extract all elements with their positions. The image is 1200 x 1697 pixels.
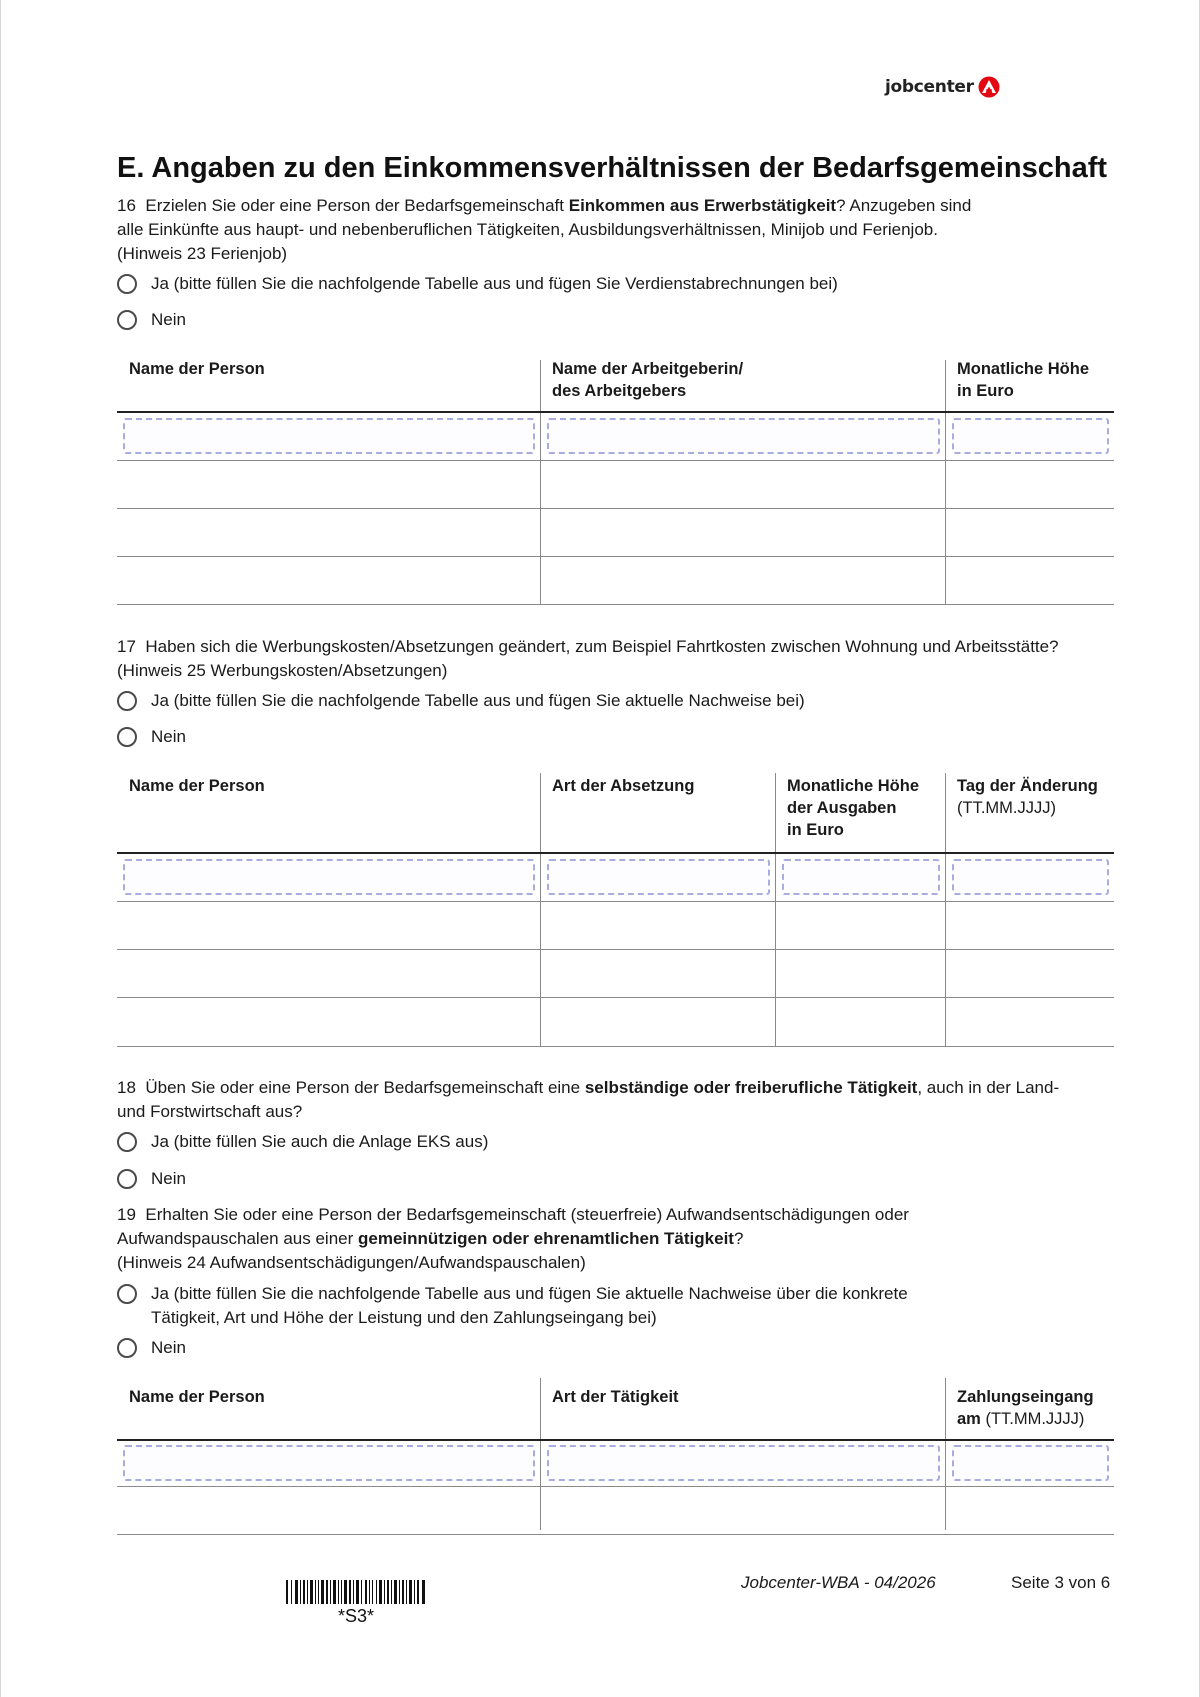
page-barcode [281,1580,431,1627]
table-row-rule [117,1534,1114,1535]
table-row-rule [117,949,1114,950]
question-16-hint: (Hinweis 23 Ferienjob) [117,244,288,263]
q17-option-yes[interactable] [117,689,805,713]
q18-option-no-label: Nein [151,1169,186,1188]
q17-col-amount-line2: der Ausgaben [787,799,897,817]
q16-col-person: Name der Person [129,360,265,378]
question-18-number: 18 [117,1078,136,1097]
q19-col-person: Name der Person [129,1388,265,1406]
question-19-text [117,1203,1117,1275]
q17-col-person: Name der Person [129,777,265,795]
q19-table [117,1384,1114,1538]
q16-employer-field[interactable] [547,418,940,454]
q17-col-amount-line3: in Euro [787,821,844,839]
radio-button[interactable] [117,1338,137,1358]
q17-amount-field[interactable] [782,859,940,895]
table-row-rule [117,1046,1114,1047]
q17-option-no-label: Nein [151,727,186,746]
question-18-emphasis: selbständige oder freiberufliche Tätigkeit [584,1078,918,1097]
question-16-text-part: Erzielen Sie oder eine Person der Bedarfsgemeinschaft [145,196,569,215]
question-19-text-part: Aufwandspauschalen aus einer [117,1229,358,1248]
q17-col-date-line1: Tag der Änderung [957,777,1098,795]
table-header-rule [117,852,1114,854]
q19-option-yes-line1: Ja (bitte füllen Sie die nachfolgende Tabelle aus und fügen Sie aktuelle Nachweise über die konkrete [151,1284,908,1303]
q16-person-field[interactable] [123,418,535,454]
form-identifier: Jobcenter-WBA - 04/2026 [741,1573,936,1592]
q17-col-date [957,775,1098,819]
table-row-rule [117,508,1114,509]
q16-option-yes-label: Ja (bitte füllen Sie die nachfolgende Tabelle aus und fügen Sie Verdienstabrechnungen bei) [151,274,838,293]
q18-option-yes[interactable] [117,1130,488,1154]
q17-col-type: Art der Absetzung [552,777,695,795]
column-divider [540,773,541,1046]
q19-option-yes-label [151,1282,908,1330]
q16-option-no-label: Nein [151,310,186,329]
table-row-rule [117,604,1114,605]
q17-col-amount [787,775,919,841]
radio-button[interactable] [117,1284,137,1304]
q17-col-date-line2: (TT.MM.JJJJ) [957,799,1056,817]
q19-option-yes[interactable] [117,1282,908,1330]
barcode-icon [286,1580,426,1604]
table-row-rule [117,556,1114,557]
q17-date-field[interactable] [952,859,1109,895]
q16-col-amount [957,358,1089,402]
radio-button[interactable] [117,1169,137,1189]
question-16-number: 16 [117,196,136,215]
q19-col-payment-line1: Zahlungseingang [957,1388,1094,1406]
q19-option-no[interactable] [117,1336,186,1360]
radio-button[interactable] [117,691,137,711]
q16-option-yes[interactable] [117,272,838,296]
question-16-text [117,194,1117,266]
q19-col-activity: Art der Tätigkeit [552,1388,679,1406]
q19-col-payment-line2-bold: am [957,1410,981,1428]
q18-option-yes-label: Ja (bitte füllen Sie auch die Anlage EKS aus) [151,1132,489,1151]
q16-col-employer-line2: des Arbeitgebers [552,382,687,400]
column-divider [540,1378,541,1530]
q16-col-amount-line1: Monatliche Höhe [957,360,1090,378]
q19-activity-field[interactable] [547,1445,940,1481]
jobcenter-logo-icon [978,76,1000,98]
question-18-text [117,1076,1127,1124]
table-row-rule [117,901,1114,902]
jobcenter-logo [885,76,1000,98]
q19-option-yes-line2: Tätigkeit, Art und Höhe der Leistung und den Zahlungseingang bei) [151,1308,657,1327]
table-row-rule [117,460,1114,461]
q19-person-field[interactable] [123,1445,535,1481]
table-row-rule [117,1486,1114,1487]
q16-col-employer-line1: Name der Arbeitgeberin/ [552,360,744,378]
question-19-text-part: ? [733,1229,744,1248]
question-17-text [117,635,1127,683]
column-divider [945,773,946,1046]
q17-person-field[interactable] [123,859,535,895]
column-divider [775,773,776,1046]
q19-col-payment-line2: (TT.MM.JJJJ) [980,1410,1085,1428]
page-number: Seite 3 von 6 [1011,1573,1111,1592]
radio-button[interactable] [117,1132,137,1152]
question-16-emphasis: Einkommen aus Erwerbstätigkeit [568,196,837,215]
q16-col-employer [552,358,743,402]
q17-option-no[interactable] [117,725,186,749]
q17-option-yes-label: Ja (bitte füllen Sie die nachfolgende Tabelle aus und fügen Sie aktuelle Nachweise bei) [151,691,805,710]
radio-button[interactable] [117,727,137,747]
question-17-hint: (Hinweis 25 Werbungskosten/Absetzungen) [117,661,448,680]
question-18-line2: und Forstwirtschaft aus? [117,1102,303,1121]
q18-option-no[interactable] [117,1167,186,1191]
table-header-rule [117,411,1114,413]
question-16-line2: alle Einkünfte aus haupt- und nebenberuflichen Tätigkeiten, Ausbildungsverhältnissen, Minijob und Ferienjob. [117,220,938,239]
q17-table [117,773,1114,1047]
question-19-hint: (Hinweis 24 Aufwandsentschädigungen/Aufwandspauschalen) [117,1253,586,1272]
radio-button[interactable] [117,310,137,330]
radio-button[interactable] [117,274,137,294]
table-header-rule [117,1439,1114,1441]
q17-col-amount-line1: Monatliche Höhe [787,777,920,795]
question-18-text-part: Üben Sie oder eine Person der Bedarfsgemeinschaft eine [145,1078,585,1097]
q16-amount-field[interactable] [952,418,1109,454]
barcode-label: *S3* [337,1606,375,1626]
question-18-text-part: , auch in der Land- [917,1078,1060,1097]
question-19-emphasis: gemeinnützigen oder ehrenamtlichen Tätigkeit [358,1229,734,1248]
question-16-text-part: ? Anzugeben sind [836,196,972,215]
table-row-rule [117,997,1114,998]
logo-text: jobcenter [885,77,974,97]
column-divider [540,360,541,604]
q16-option-no[interactable] [117,308,186,332]
question-17-number: 17 [117,637,136,656]
q17-type-field[interactable] [547,859,770,895]
question-17-line1: Haben sich die Werbungskosten/Absetzungen geändert, zum Beispiel Fahrtkosten zwischen Wohnung und Arbeitsstätte? [145,637,1059,656]
q16-col-amount-line2: in Euro [957,382,1014,400]
question-19-number: 19 [117,1205,136,1224]
column-divider [945,360,946,604]
q19-option-no-label: Nein [151,1338,186,1357]
q19-col-payment [957,1386,1094,1430]
section-title: E. Angaben zu den Einkommensverhältnissen der Bedarfsgemeinschaft [117,152,1108,184]
column-divider [945,1378,946,1530]
q16-table [117,356,1114,606]
q19-payment-field[interactable] [952,1445,1109,1481]
question-19-line1: Erhalten Sie oder eine Person der Bedarfsgemeinschaft (steuerfreie) Aufwandsentschädigungen oder [145,1205,909,1224]
